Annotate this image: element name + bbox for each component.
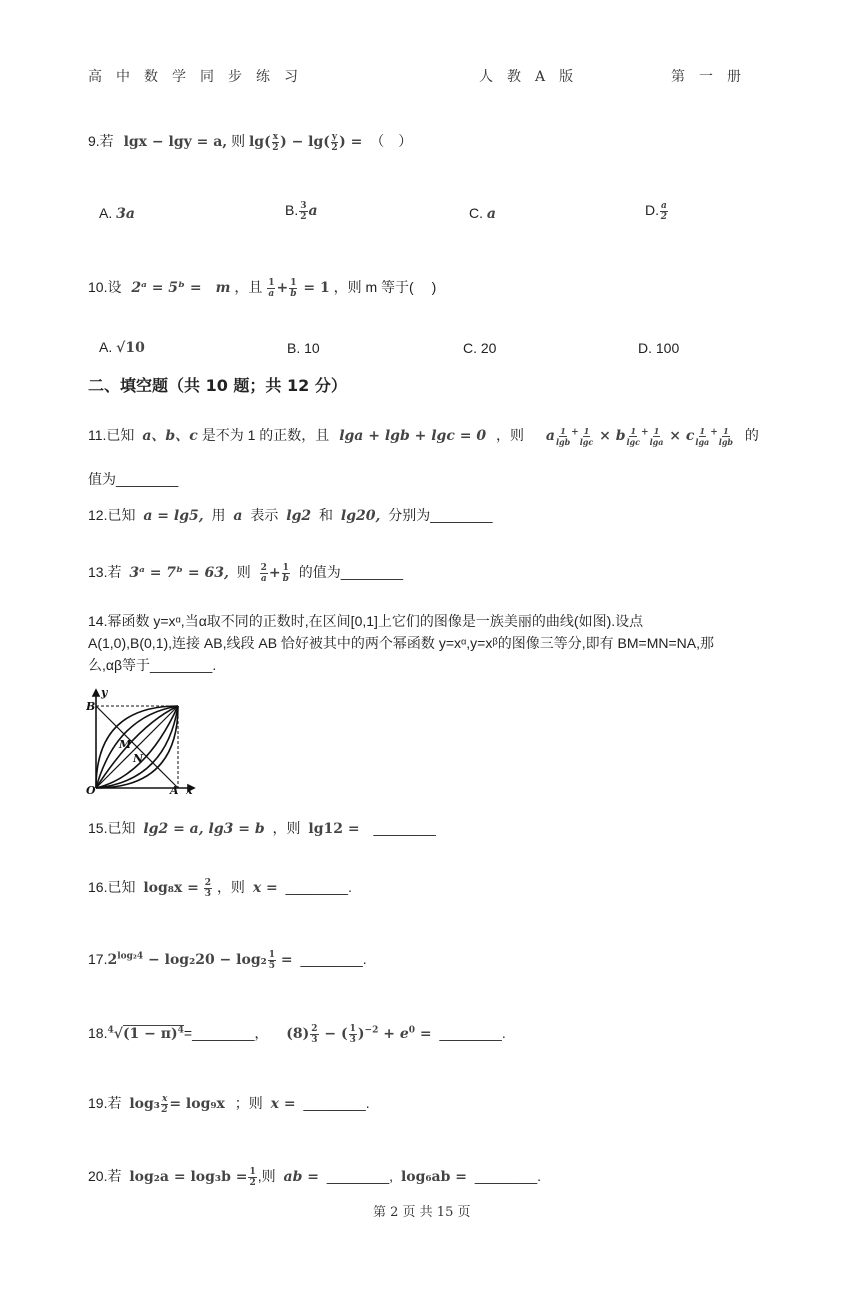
question-text: ，且 [234,279,263,295]
option-c: C. a [469,205,496,222]
answer-blank: ________ [373,820,436,836]
math-expression: $\frac{1}{a}$ + $\frac{1}{b}$ = 1 [268,277,330,299]
power-function-figure [86,686,196,796]
question-20: 20.若 log₂a = log₃b = $\frac{1}{2}$ ,则 ab = ________, log₆ab = ________. [88,1166,542,1188]
answer-blank: ________. [474,1168,542,1184]
math-expression: lg12 = [308,821,360,837]
answer-blank: ________. [439,1025,506,1041]
math-expression: log₈x = [143,880,199,896]
math-expression: (8) $\frac{2}{3}$ − ( $\frac{1}{3}$ )$^{-2} + e^0$ = [286,1023,432,1045]
question-11: 11.已知 a、b、c 是不为 1 的正数，且 lga + lgb + lgc = 0 ，则 a $\frac{1}{\lg b}$ + $\frac{1}{\lg c}$ × b $\frac{1}{\lg c}$ + $\frac{1}{\lg a}$ × c $\frac{1}{\lg a}$ + $\frac{1}{\lg b}$ 的 [88,425,759,447]
math-expression: a、b、c [142,428,198,444]
label-b: B [86,700,96,713]
header-volume: 第 一 册 [671,69,741,85]
option-a: A. √10 [99,339,145,356]
question-number: 10.设 [88,279,122,295]
question-17: $17.2^{log_24} - \log_220 - \log_2$ $\frac{1}{5}$ = ________. [88,950,367,971]
option-a: A. 3a [99,205,135,222]
math-expression: a = lg5, [143,508,204,524]
label-o: O [86,784,96,796]
section-heading: 二、填空题（共 10 题；共 12 分） [88,376,347,395]
label-m: M [119,738,132,751]
question-12: 12.已知 a = lg5, 用 a 表示 lg2 和 lg20, 分别为________ [88,507,493,524]
header-subject: 高 中 数 学 同 步 练 习 [88,69,298,85]
label-y: y [101,686,108,699]
math-expression: lgx − lgy = a, [123,134,228,150]
math-expression: $^4√(1 - \pi)^4$ [107,1025,184,1042]
math-expression: a $\frac{1}{\lg b}$ + $\frac{1}{\lg c}$ × b $\frac{1}{\lg c}$ + $\frac{1}{\lg a}$ × c $\frac{1}{\lg a}$ + $\frac{1}{\lg b}$ [545,425,734,447]
option-d: D. 100 [638,340,680,356]
math-expression: $2^{log_24} - \log_220 - \log_2$ [107,951,267,969]
math-expression: log₃ [129,1096,160,1112]
answer-blank: ________, [326,1168,394,1184]
answer-blank: ________. [300,951,367,968]
math-expression: 3ᵃ = 7ᵇ = 63, [129,565,229,581]
page-footer: 第 2 页 共 15 页 [373,1205,471,1220]
question-10 [88,277,436,299]
question-15: 15.已知 lg2 = a, lg3 = b ，则 lg12 = ________ [88,820,436,837]
question-text: ，则 m 等于( ) [333,279,437,295]
option-b: B. $\frac{3}{2}$ a [285,201,318,222]
math-expression: log₂a = log₃b = [129,1169,248,1185]
question-11-cont: 值为________ [88,471,179,487]
question-number: 9.若 [88,133,114,149]
question-16: 16.已知 log₈x = $\frac{2}{3}$ ，则 x = ________. [88,877,352,899]
answer-paren: （ ） [370,133,413,149]
option-b: B. 10 [287,340,320,356]
question-18: $18.^4√(1 - \pi)^4=\_\_\_\_\_\_\_\_$， (8) $\frac{2}{3}$ − ( $\frac{1}{3}$ )$^{-2} + e^0$ = ________. [88,1023,506,1045]
label-n: N [133,752,144,765]
answer-blank: ________. [285,879,352,895]
math-expression: lga + lgb + lgc = 0 [339,428,487,444]
label-a: A [170,784,179,796]
math-expression: lg( $\frac{x}{2}$ ) − lg( $\frac{y}{2}$ ) = [248,131,363,153]
question-9 [88,131,412,153]
header-edition: 人 教 A 版 [479,69,574,85]
math-expression: 2ᵃ = 5ᵇ = m [131,280,231,296]
y-arrow [93,690,99,696]
question-text: 则 [231,133,246,149]
math-expression: lg2 = a, lg3 = b [143,821,265,837]
question-13: 13.若 3ᵃ = 7ᵇ = 63, 则 $\frac{2}{a}$ + $\frac{1}{b}$ 的值为________ [88,562,404,584]
math-expression: $\frac{2}{a}$ + $\frac{1}{b}$ [260,562,289,584]
label-x: x [186,784,193,796]
option-d: D. $\frac{a}{2}$ [645,201,668,222]
question-14: 14.幂函数 y=xᵅ,当α取不同的正数时,在区间[0,1]上它们的图像是一族美丽的曲线(如图).设点 A(1,0),B(0,1),连接 AB,线段 AB 恰好被其中的两个幂函数 y=xᵅ,y=xᵝ的图像三等分,即有 BM=MN=NA,那 么,αβ等于________. [88,613,714,673]
option-c: C. 20 [463,340,497,356]
answer-blank: ________. [303,1095,370,1111]
question-19: 19.若 log₃ $\frac{x}{2}$ = log₉x ；则 x = ________. [88,1093,370,1115]
